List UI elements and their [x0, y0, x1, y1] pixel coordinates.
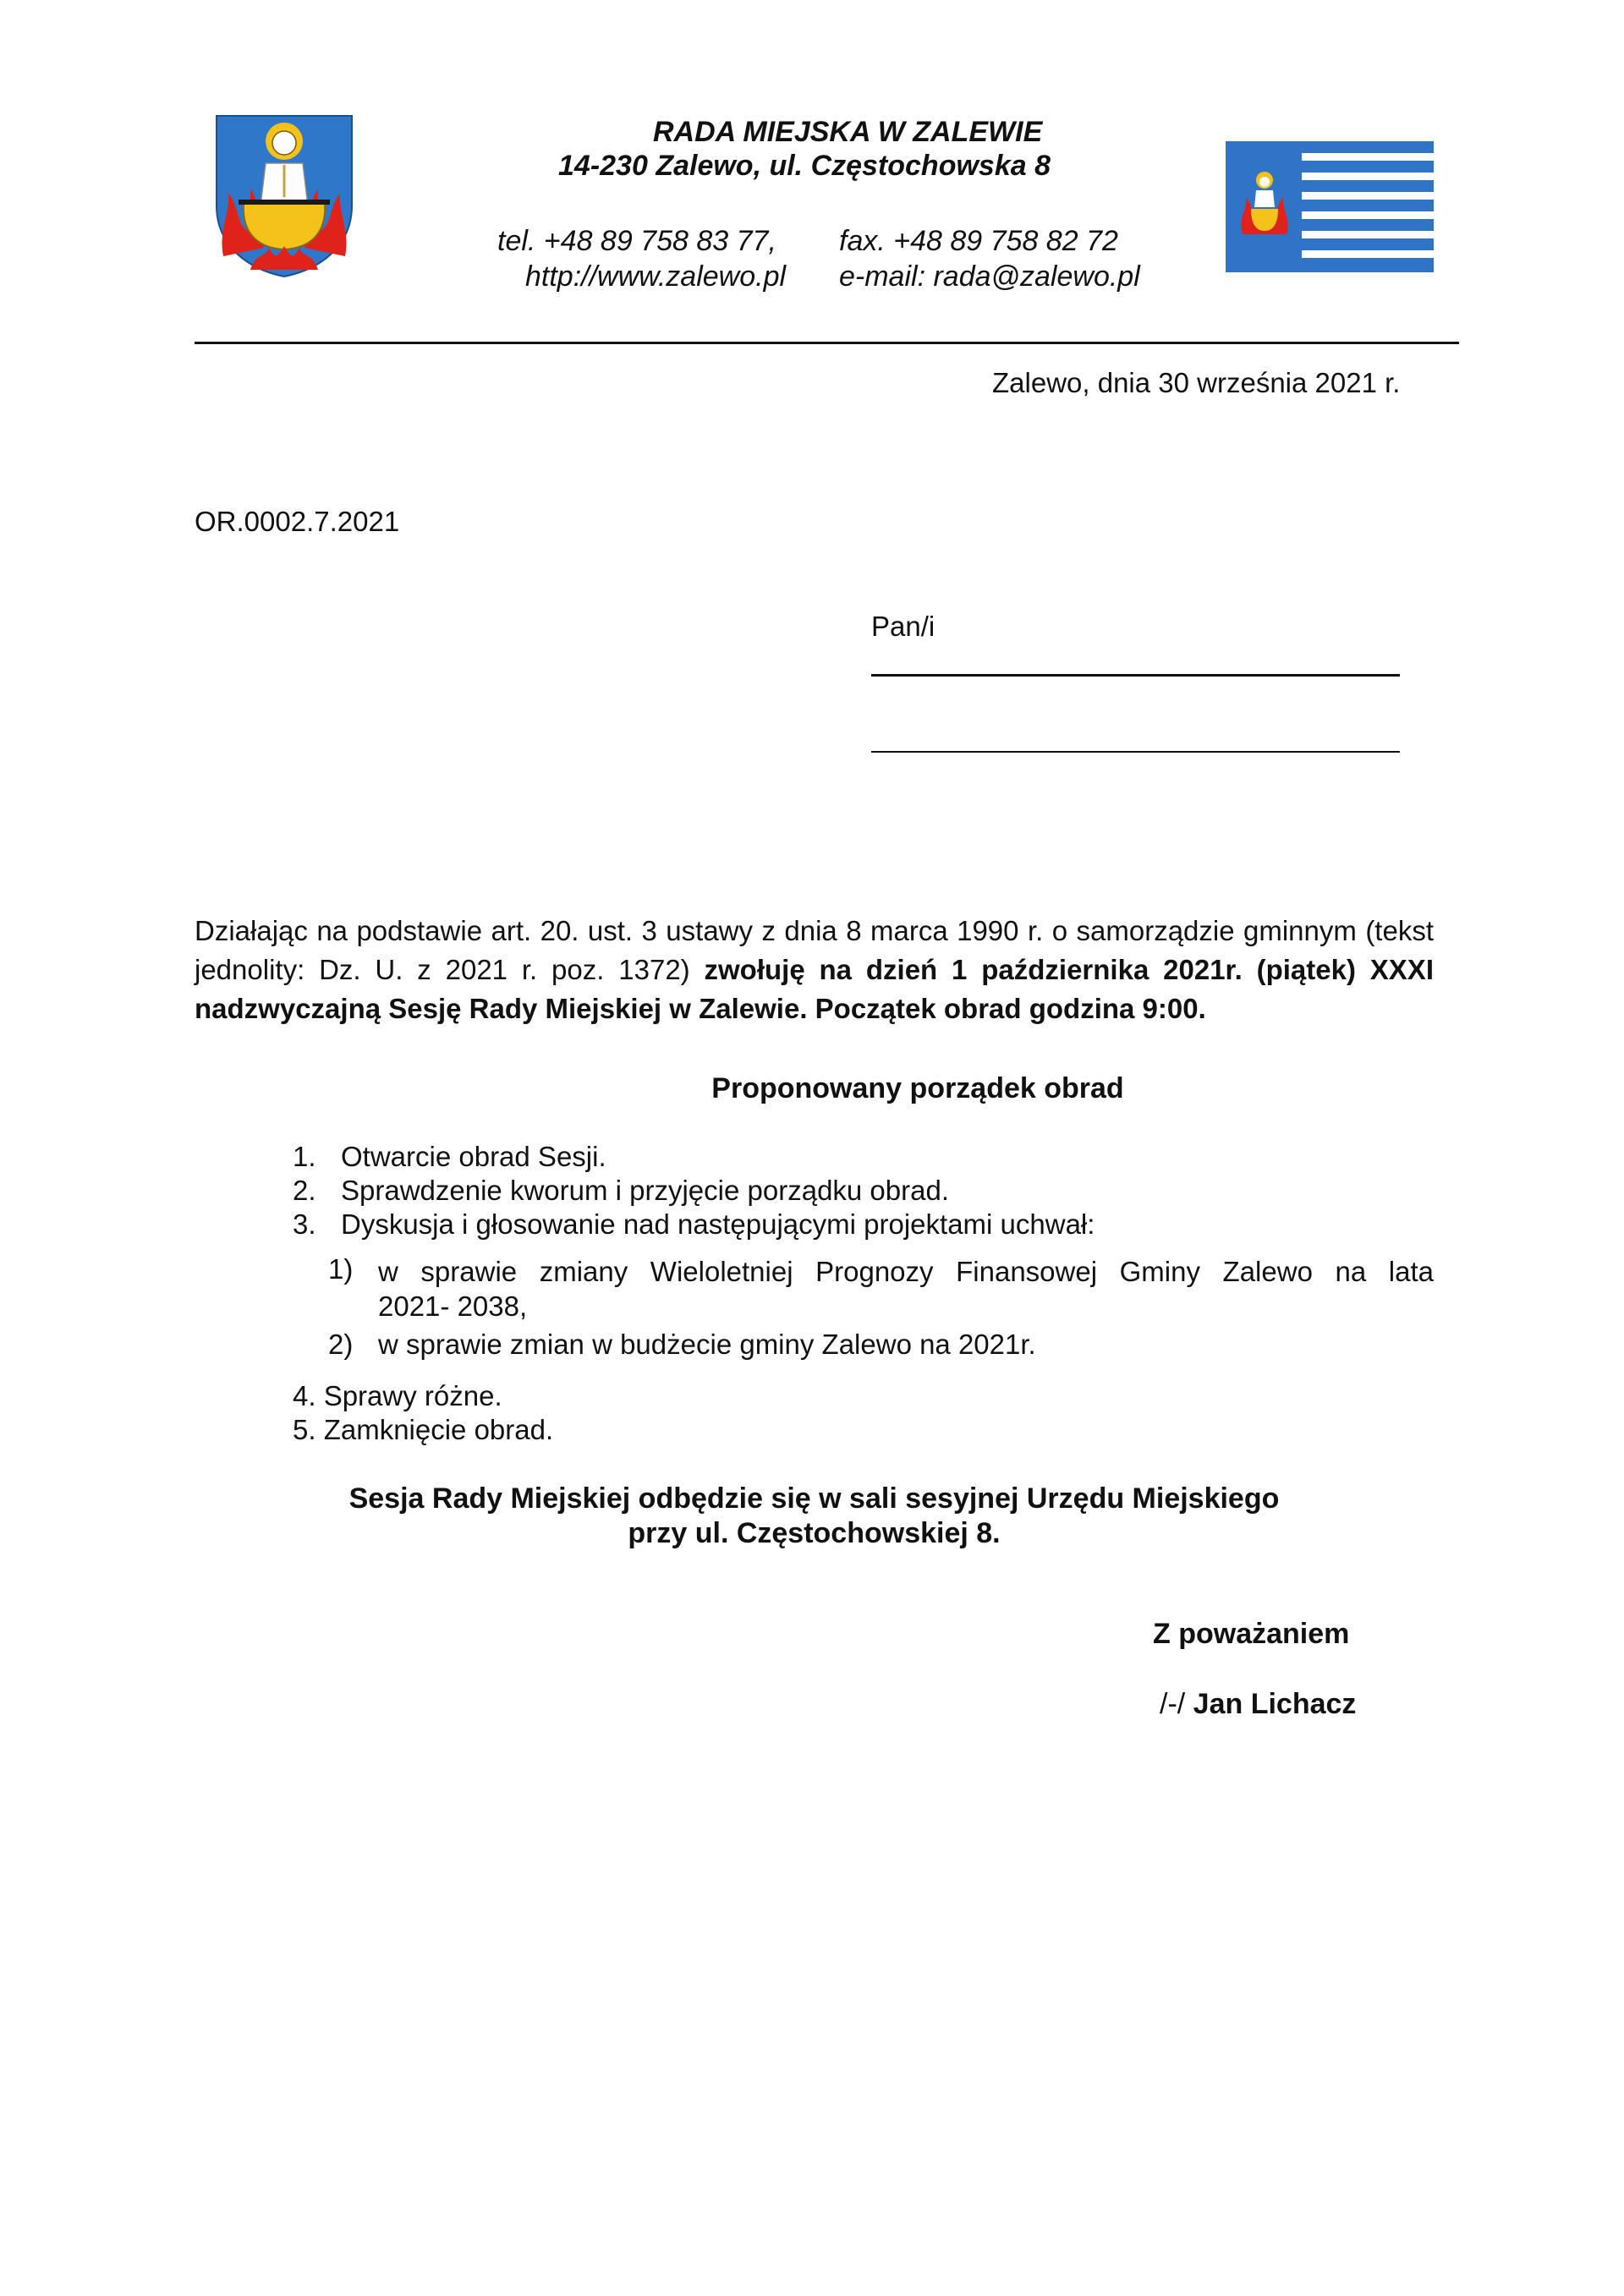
zalewo-flag-icon [1226, 141, 1434, 272]
org-phone: tel. +48 89 758 83 77, [497, 225, 776, 257]
agenda-item: Otwarcie obrad Sesji. [341, 1141, 606, 1172]
agenda-item: 4. Sprawy różne. [293, 1380, 502, 1411]
venue-line-1: Sesja Rady Miejskiej odbędzie się w sali sesyjnej Urzędu Miejskiego [348, 1482, 1280, 1515]
agenda-item-number: 3. [293, 1208, 316, 1240]
header-divider [195, 342, 1459, 344]
agenda-item: Dyskusja i głosowanie nad następującymi projektami uchwał: [341, 1208, 1095, 1240]
signature-prefix: /-/ [1160, 1688, 1186, 1720]
coat-of-arms-icon [213, 112, 355, 278]
agenda-item-number: 1. [293, 1141, 316, 1172]
agenda-subitem: w sprawie zmiany Wieloletniej Prognozy Finansowej Gminy Zalewo na lata [378, 1256, 1434, 1287]
recipient-label: Pan/i [871, 611, 935, 642]
recipient-line-2 [871, 751, 1400, 753]
agenda-subitem-number: 1) [328, 1253, 354, 1285]
convocation-announcement: zwołuję na dzień 1 października 2021r. (piątek) XXXI nadzwyczajną Sesję Rady Miejskiej w Zalewie. Początek obrad godzina 9:00. [195, 954, 1434, 1024]
agenda-item: 5. Zamknięcie obrad. [293, 1414, 554, 1445]
recipient-line-1 [871, 674, 1400, 677]
agenda-item-number: 2. [293, 1175, 316, 1206]
reference-number: OR.0002.7.2021 [195, 506, 400, 537]
agenda-item: Sprawdzenie kworum i przyjęcie porządku obrad. [341, 1175, 950, 1206]
signatory-name: Jan Lichacz [1193, 1688, 1357, 1720]
org-email[interactable]: e-mail: rada@zalewo.pl [839, 260, 1140, 293]
org-fax: fax. +48 89 758 82 72 [839, 225, 1118, 257]
agenda-subitem: w sprawie zmian w budżecie gminy Zalewo na 2021r. [378, 1329, 1036, 1360]
agenda-title: Proponowany porządek obrad [711, 1072, 1124, 1104]
signature [1160, 1688, 1356, 1721]
agenda-subitem-continuation: 2021- 2038, [378, 1290, 528, 1322]
regards: Z poważaniem [1153, 1618, 1350, 1650]
org-address: 14-230 Zalewo, ul. Częstochowska 8 [558, 150, 1051, 182]
convocation-paragraph [195, 912, 1434, 1028]
org-website[interactable]: http://www.zalewo.pl [525, 260, 787, 293]
org-name: RADA MIEJSKA W ZALEWIE [653, 116, 1043, 148]
agenda-subitem-number: 2) [328, 1329, 354, 1360]
venue-line-2: przy ul. Częstochowskiej 8. [628, 1517, 1001, 1549]
convocation-legal-basis: Działając na podstawie art. 20. ust. 3 ustawy z dnia 8 marca 1990 r. o samorządzie gminnym (tekst jednolity: Dz. U. z 2021 r. poz. 1372) [195, 915, 1434, 985]
letter-date: Zalewo, dnia 30 września 2021 r. [992, 367, 1401, 398]
